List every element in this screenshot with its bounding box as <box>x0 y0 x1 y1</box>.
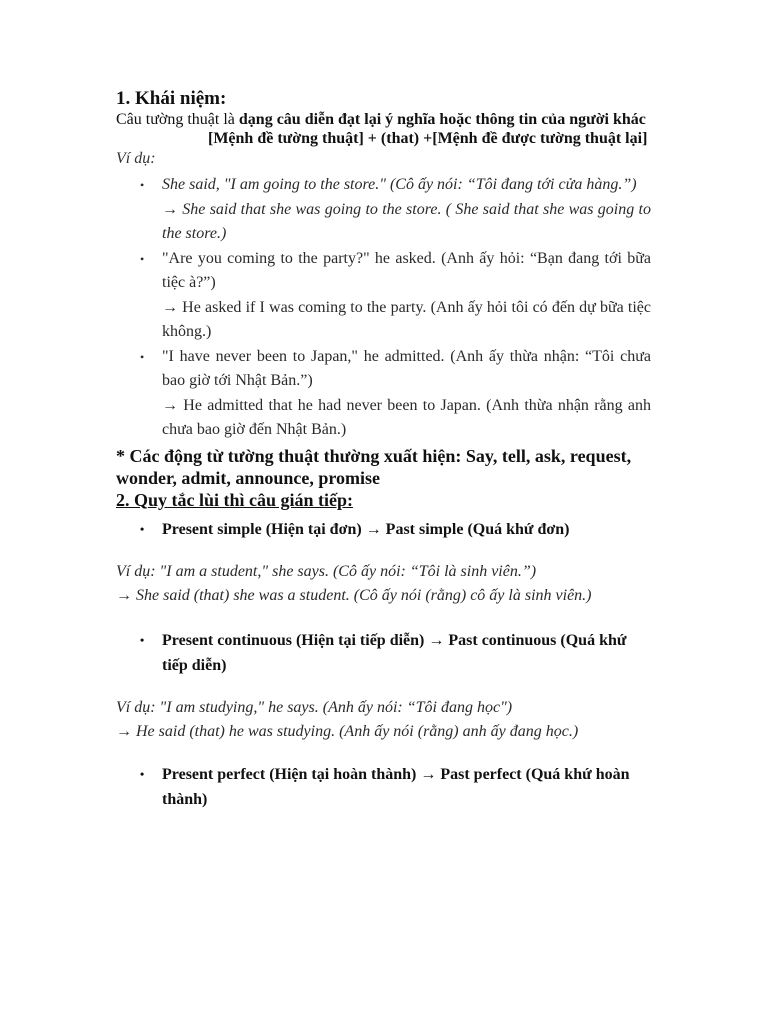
list-item <box>116 173 651 247</box>
example-reported: → He asked if I was coming to the party. (Anh ấy hỏi tôi có đến dự bữa tiệc không.) <box>162 298 651 340</box>
bullet-icon: • <box>140 178 145 192</box>
list-item <box>116 345 651 443</box>
rule-item <box>116 762 651 812</box>
list-item <box>116 247 651 345</box>
bullet-icon: • <box>140 766 145 781</box>
rule-text: Present continuous (Hiện tại tiếp diễn) → Past continuous (Quá khứ tiếp diễn) <box>162 631 627 674</box>
reporting-verbs-note: * Các động từ tường thuật thường xuất hiện: Say, tell, ask, request, wonder, admit, announce, promise <box>116 445 632 488</box>
rule-example: Ví dụ: "I am studying," he says. (Anh ấy nói: “Tôi đang học") <box>116 698 513 716</box>
rule-example: Ví dụ: "I am a student," she says. (Cô ấy nói: “Tôi là sinh viên.”) <box>116 562 537 580</box>
bullet-icon: • <box>140 251 145 266</box>
bullet-icon: • <box>140 521 145 536</box>
section-1-title: 1. Khái niệm: <box>116 88 227 109</box>
example-direct: "Are you coming to the party?" he asked. (Anh ấy hỏi: “Bạn đang tới bữa tiệc à?”) <box>162 249 651 291</box>
example-list <box>116 173 651 443</box>
rule-item <box>116 628 651 678</box>
bullet-icon: • <box>140 349 145 364</box>
rule-item <box>116 517 651 542</box>
formula: [Mệnh đề tường thuật] + (that) +[Mệnh đề được tường thuật lại] <box>208 130 648 147</box>
example-direct: She said, "I am going to the store." (Cô ấy nói: “Tôi đang tới cửa hàng.”) <box>162 176 637 193</box>
section-2-title: 2. Quy tắc lùi thì câu gián tiếp: <box>116 489 354 510</box>
definition <box>116 110 651 129</box>
example-direct: "I have never been to Japan," he admitted. (Anh ấy thừa nhận: “Tôi chưa bao giờ tới Nhật Bản.”) <box>162 347 651 389</box>
example-reported: → She said that she was going to the store. ( She said that she was going to the store.) <box>162 200 651 242</box>
rule-text: Present perfect (Hiện tại hoàn thành) → Past perfect (Quá khứ hoàn thành) <box>162 765 630 808</box>
rule-text: Present simple (Hiện tại đơn) → Past simple (Quá khứ đơn) <box>162 520 570 538</box>
rule-example-reported: → She said (that) she was a student. (Cô ấy nói (rằng) cô ấy là sinh viên.) <box>116 586 592 604</box>
rule-example-reported: → He said (that) he was studying. (Anh ấy nói (rằng) anh ấy đang học.) <box>116 722 579 740</box>
document-page <box>116 88 651 812</box>
definition-plain: Câu tường thuật là <box>116 111 239 128</box>
bullet-icon: • <box>140 632 145 647</box>
example-label: Ví dụ: <box>116 150 156 167</box>
definition-bold: dạng câu diễn đạt lại ý nghĩa hoặc thông tin của người khác <box>238 111 646 128</box>
example-reported: → He admitted that he had never been to Japan. (Anh thừa nhận rằng anh chưa bao giờ đến Nhật Bản.) <box>162 396 651 438</box>
